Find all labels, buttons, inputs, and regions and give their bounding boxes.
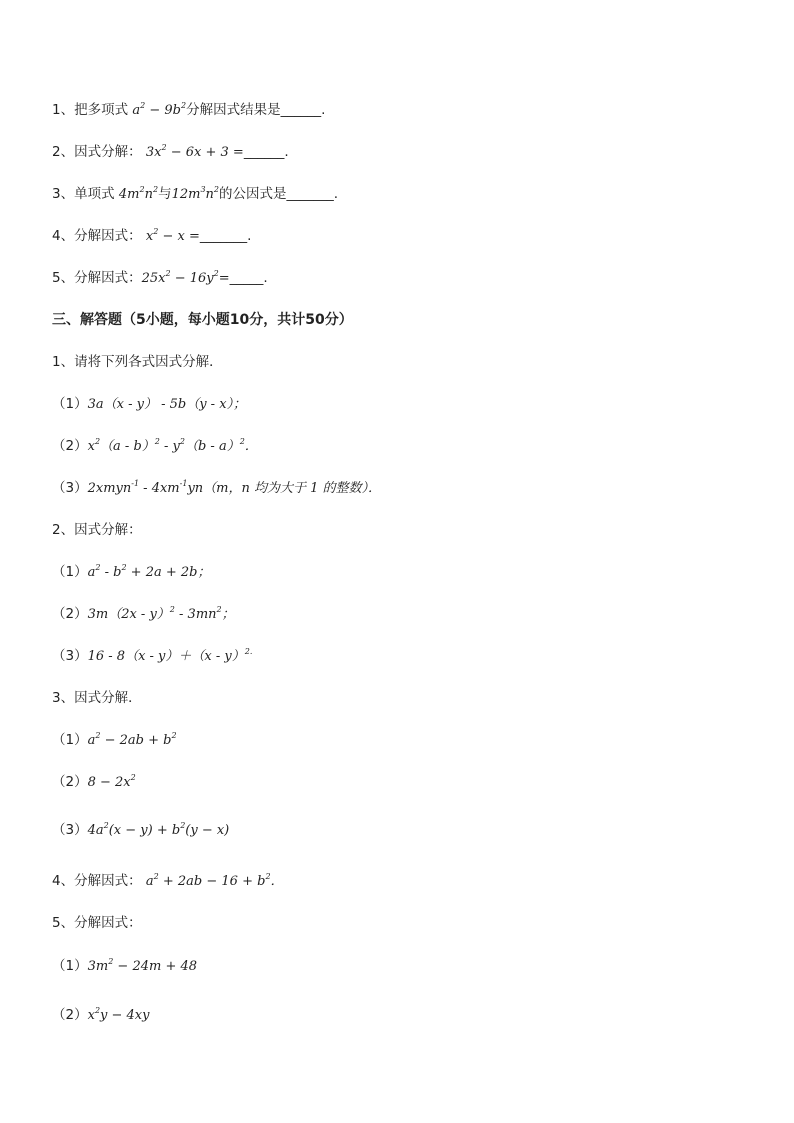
part-label: （2） <box>52 774 88 790</box>
math-expression: $a^2 - b^2 + 2a + 2b$； <box>87 563 211 580</box>
problem-text: 请将下列各式因式分解． <box>74 354 223 370</box>
question-text: 把多项式 <box>74 102 129 118</box>
problem-2 <box>52 521 142 539</box>
problem-4 <box>52 872 284 891</box>
math-expression: $3m^2 - 24m + 48$ <box>87 957 198 974</box>
problem-number: 4、 <box>52 873 75 889</box>
problem-number: 1、 <box>52 354 75 370</box>
problem-3 <box>52 689 142 707</box>
fill-question-2 <box>52 143 289 162</box>
fill-question-3 <box>52 185 338 204</box>
problem-2-part-2 <box>52 605 235 624</box>
question-number: 4、 <box>52 228 75 244</box>
part-label: （3） <box>52 480 88 496</box>
part-label: （1） <box>52 958 88 974</box>
math-expression: 2xmyn$^{-1}$ - $4xm^{-1}yn(m$，n 均为大于 1 的整数）． <box>87 479 382 496</box>
question-text: 分解因式结果是______. <box>186 102 326 118</box>
problem-number: 5、 <box>52 915 75 931</box>
question-text: 分解因式： <box>74 228 142 244</box>
question-text: 与 <box>158 186 172 202</box>
section-heading: 三、解答题（5小题，每小题10分，共计50分） <box>52 312 353 328</box>
part-label: （1） <box>52 732 88 748</box>
part-label: （3） <box>52 822 88 838</box>
question-text: 分解因式： <box>74 270 142 286</box>
problem-3-part-2 <box>52 773 136 792</box>
math-expression: $a^2 - 9b^2$ <box>132 101 187 118</box>
question-text: ______. <box>243 144 289 160</box>
problem-text: 因式分解． <box>74 690 142 706</box>
problem-1-part-3 <box>52 479 381 498</box>
question-text: 单项式 <box>74 186 115 202</box>
problem-3-part-3 <box>52 821 229 840</box>
math-expression: $8 - 2x^2$ <box>87 773 136 790</box>
math-expression: $a^2 + 2ab - 16 + b^2$． <box>145 872 284 889</box>
problem-1 <box>52 353 223 371</box>
problem-text: 因式分解： <box>74 522 142 538</box>
problem-number: 3、 <box>52 690 75 706</box>
math-expression: $3m(2x - y)^2 - 3mn^2$； <box>87 605 235 622</box>
problem-text: 分解因式： <box>74 873 142 889</box>
fill-question-1 <box>52 101 325 120</box>
part-label: （1） <box>52 564 88 580</box>
fill-question-4 <box>52 227 251 246</box>
problem-5-part-1 <box>52 957 197 976</box>
math-expression: 3a（x - y） - 5b（y - x）； <box>87 397 247 412</box>
problem-5 <box>52 914 142 932</box>
problem-3-part-1 <box>52 731 177 750</box>
math-expression: $x^2y - 4xy$ <box>87 1006 150 1023</box>
problem-1-part-1 <box>52 395 246 414</box>
part-label: （2） <box>52 1007 88 1023</box>
question-number: 1、 <box>52 102 75 118</box>
question-text: 因式分解： <box>74 144 142 160</box>
math-expression: $12m^3n^2$ <box>171 185 219 202</box>
question-text: 的公因式是_______. <box>219 186 339 202</box>
question-number: 2、 <box>52 144 75 160</box>
problem-1-part-2 <box>52 437 258 456</box>
problem-2-part-1 <box>52 563 210 582</box>
math-expression: $a^2 - 2ab + b^2$ <box>87 731 177 748</box>
problem-number: 2、 <box>52 522 75 538</box>
math-expression: $x^2(a - b)^2 - y^2(b - a)^2$． <box>87 437 258 454</box>
math-expression: 16 - 8（x - y）＋（x - y）$^{2.}$ <box>87 647 253 664</box>
problem-5-part-2 <box>52 1006 149 1025</box>
math-expression: $4a^2(x - y) + b^2(y - x)$ <box>87 821 230 838</box>
math-expression: $25x^2 - 16y^2=$ <box>141 269 230 286</box>
math-expression: $3x^2 - 6x + 3$ = <box>145 143 244 160</box>
problem-text: 分解因式： <box>74 915 142 931</box>
part-label: （1） <box>52 396 88 412</box>
fill-question-5 <box>52 269 268 288</box>
part-label: （2） <box>52 606 88 622</box>
question-text: _____. <box>229 270 268 286</box>
part-label: （3） <box>52 648 88 664</box>
question-number: 5、 <box>52 270 75 286</box>
question-text: _______. <box>199 228 252 244</box>
part-label: （2） <box>52 438 88 454</box>
question-number: 3、 <box>52 186 75 202</box>
problem-2-part-3 <box>52 647 252 666</box>
math-expression: $x^2 - x$ = <box>145 227 200 244</box>
math-expression: $4m^2n^2$ <box>118 185 159 202</box>
